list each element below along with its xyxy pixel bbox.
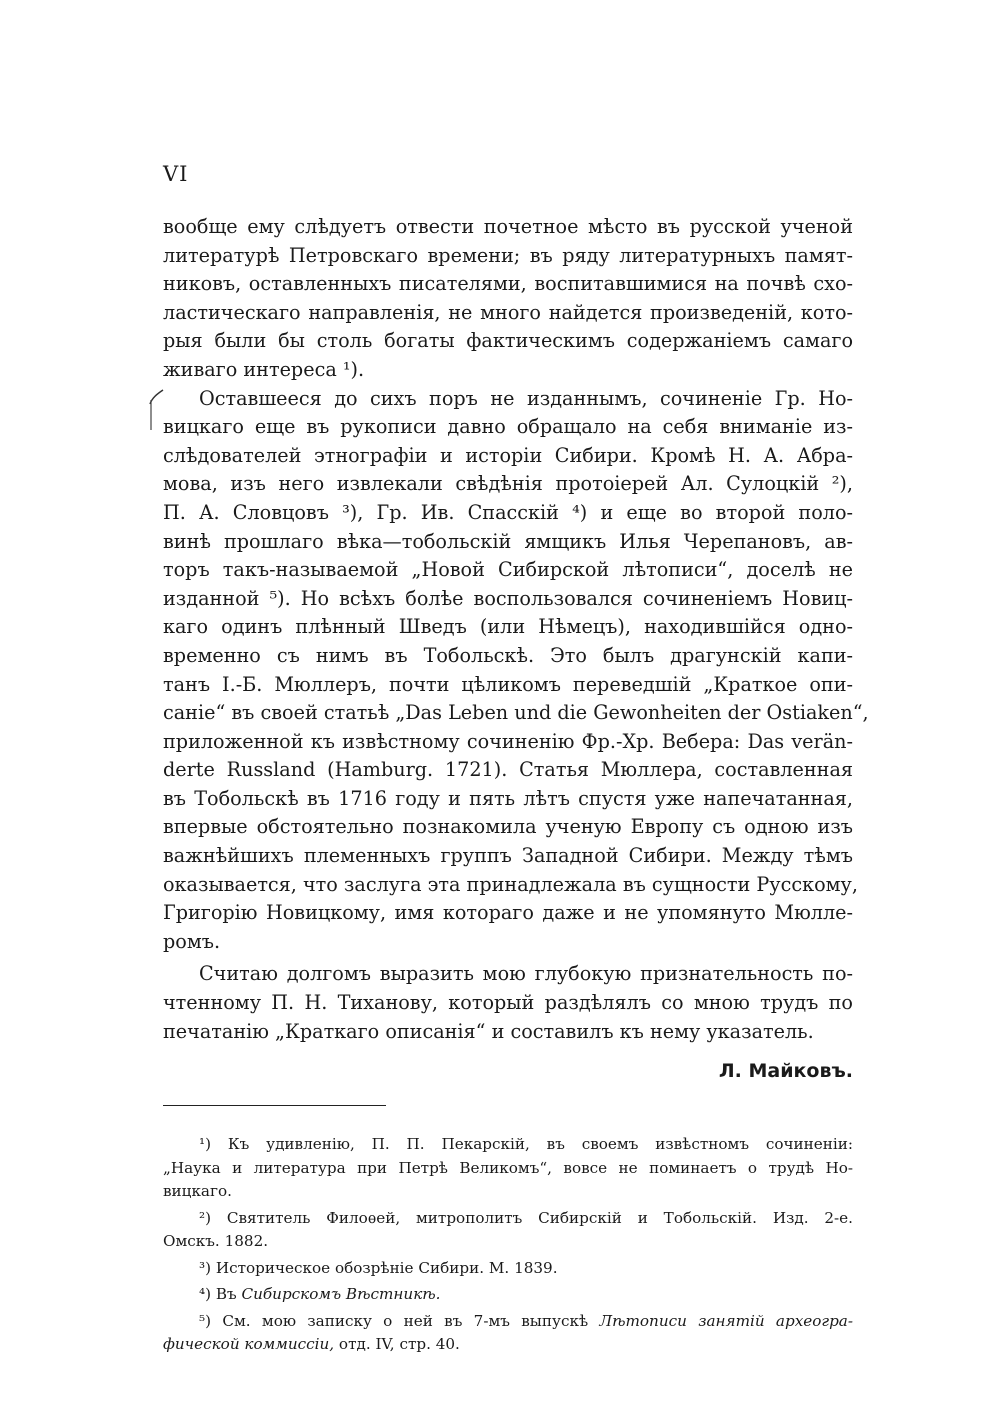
footnote-2 [163, 1207, 853, 1254]
text-line: рыя были бы столь богаты фактическимъ содержаніемъ самаго [163, 329, 853, 353]
page-number: VI [163, 162, 189, 186]
text-line: винѣ прошлаго вѣка—тобольскій ямщикъ Илья Черепановъ, ав- [163, 529, 853, 553]
footnote-line: вицкаго. [163, 1182, 232, 1200]
text-line: важнѣйшихъ племенныхъ группъ Западной Сибири. Между тѣмъ [163, 844, 853, 868]
footnote-line [163, 1310, 853, 1334]
text-line: ластическаго направленія, не много найдется произведеній, кото- [163, 300, 853, 324]
text-line: каго одинъ плѣнный Шведъ (или Нѣмецъ), находившійся одно- [163, 615, 853, 639]
footnote-divider [163, 1105, 386, 1106]
text-line: вицкаго еще въ рукописи давно обращало на себя вниманіе из- [163, 415, 853, 439]
footnote-1 [163, 1133, 853, 1204]
footnote-line: Омскъ. 1882. [163, 1232, 269, 1250]
text-line: впервые обстоятельно познакомила ученую Европу съ одною изъ [163, 815, 853, 839]
text-line: никовъ, оставленныхъ писателями, воспитавшимися на почвѣ схо- [163, 272, 853, 296]
text-line: изданной ⁵). Но всѣхъ болѣе воспользовался сочиненіемъ Новиц- [163, 586, 853, 610]
text-line: П. А. Словцовъ ³), Гр. Ив. Спасскій ⁴) и еще во второй поло- [163, 500, 853, 524]
text-line: печатанію „Краткаго описанія“ и составилъ къ нему указатель. [163, 1019, 814, 1043]
text-line: Считаю долгомъ выразить мою глубокую признательность по- [199, 962, 853, 986]
text-line: танъ I.-Б. Мюллеръ, почти цѣликомъ переведшій „Краткое опи- [163, 672, 853, 696]
text-line: derte Russland (Hamburg. 1721). Статья Мюллера, составленная [163, 758, 853, 782]
text-line: Григорію Новицкому, имя котораго даже и не упомянуто Мюлле- [163, 901, 853, 925]
footnote-4-prefix: ⁴) Въ [199, 1285, 242, 1303]
text-line: ромъ. [163, 929, 221, 953]
footnote-4 [163, 1283, 853, 1307]
text-line: слѣдователей этнографіи и исторіи Сибири. Кромѣ Н. А. Абра- [163, 443, 853, 467]
footnote-line: ²) Святитель Филоѳей, митрополитъ Сибирскій и Тобольскій. Изд. 2-е. [199, 1208, 853, 1227]
text-line: въ Тобольскѣ въ 1716 году и пять лѣтъ спустя уже напечатанная, [163, 786, 853, 810]
text-line: Оставшееся до сихъ поръ не изданнымъ, сочиненіе Гр. Но- [199, 386, 853, 410]
footnote-5-prefix: ⁵) См. мою записку о ней въ 7-мъ выпускѣ [199, 1311, 600, 1330]
text-line: временно съ нимъ въ Тобольскѣ. Это былъ драгунскій капи- [163, 643, 853, 667]
footnote-4-title: Сибирскомъ Вѣстникѣ. [241, 1285, 441, 1303]
text-line: литературѣ Петровскаго времени; въ ряду литературныхъ памят- [163, 243, 853, 267]
footnote-5-suffix: отд. IV, стр. 40. [334, 1335, 460, 1353]
footnotes [163, 1133, 853, 1357]
footnote-5-title-part1: Лѣтописи занятій археогра- [599, 1311, 853, 1330]
footnote-line: ³) Историческое обозрѣніе Сибири. М. 1839. [199, 1258, 558, 1277]
footnote-5-title-part2: фической коммиссіи, [163, 1335, 335, 1353]
footnote-line: ¹) Къ удивленію, П. П. Пекарскій, въ своемъ извѣстномъ сочиненіи: [199, 1135, 853, 1153]
text-line: вообще ему слѣдуетъ отвести почетное мѣсто въ русской ученой [163, 215, 853, 238]
paragraph-1 [163, 213, 853, 385]
paragraph-2 [163, 385, 869, 957]
text-line: мова, изъ него извлекали свѣдѣнія протоіерей Ал. Сулоцкій ²), [163, 472, 853, 496]
text-line: приложенной къ извѣстному сочиненію Фр.-Хр. Вебера: Das verän- [163, 729, 853, 753]
footnote-line [163, 1333, 853, 1357]
body-text [163, 213, 869, 1046]
text-line: живаго интереса ¹). [163, 357, 365, 381]
footnote-line: „Наука и литература при Петрѣ Великомъ“, вовсе не поминаетъ о трудѣ Но- [163, 1158, 853, 1177]
footnote-5 [163, 1310, 853, 1357]
author-signature: Л. Майковъ. [718, 1060, 853, 1082]
text-line: чтенному П. Н. Тиханову, который раздѣлялъ со мною трудъ по [163, 991, 853, 1015]
text-line: саніе“ въ своей статьѣ „Das Leben und die Gewonheiten der Ostiaken“, [163, 701, 869, 725]
footnote-3 [163, 1257, 853, 1281]
footnote-line [163, 1283, 853, 1307]
text-line: торъ такъ-называемой „Новой Сибирской лѣтописи“, доселѣ не [163, 558, 853, 582]
paragraph-3 [163, 960, 853, 1046]
text-line: оказывается, что заслуга эта принадлежала въ сущности Русскому, [163, 872, 858, 896]
